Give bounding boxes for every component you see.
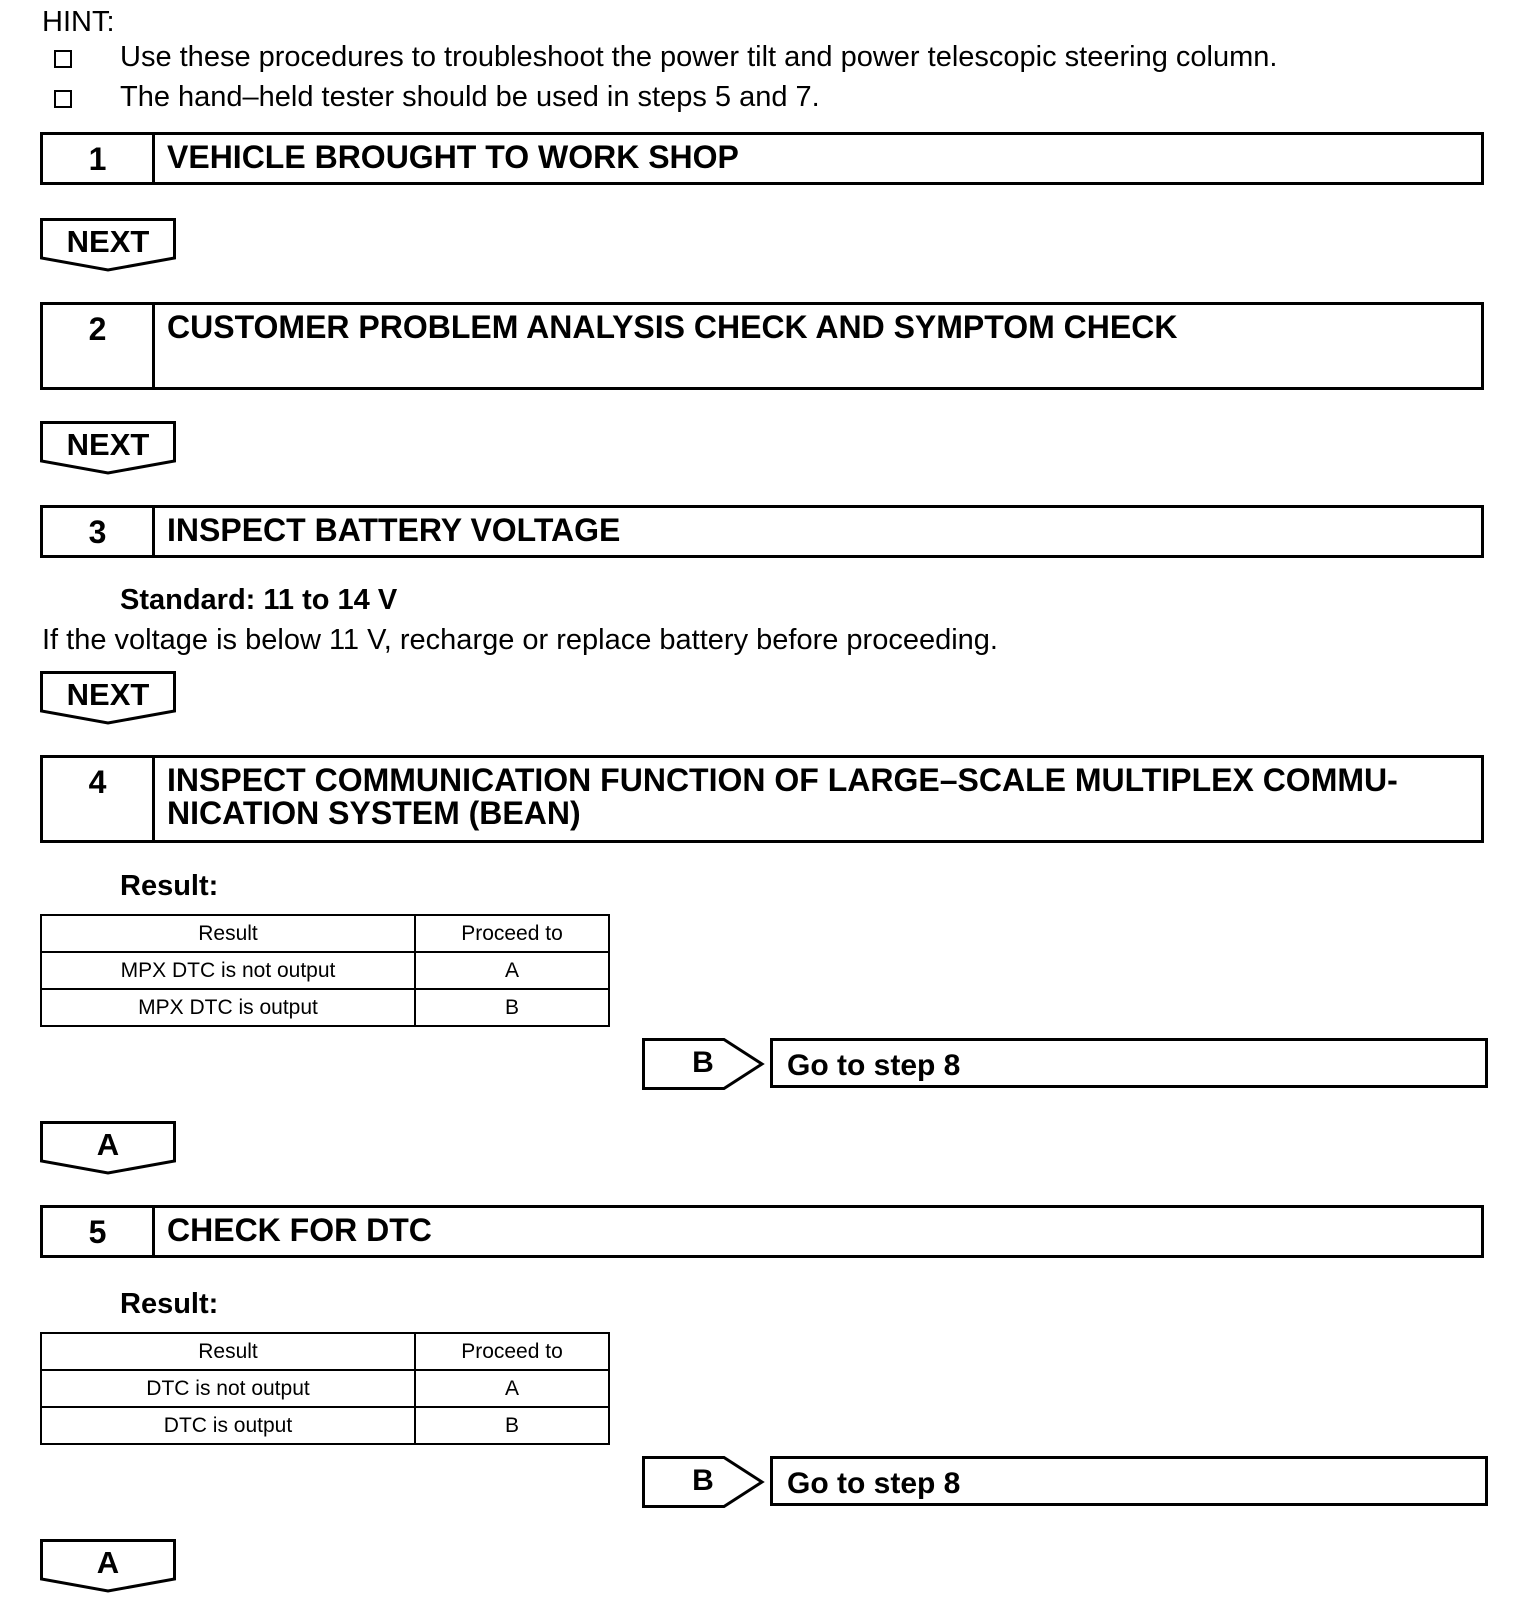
next-label: NEXT xyxy=(66,677,150,712)
hint-item-text: The hand–held tester should be used in steps 5 and 7. xyxy=(120,80,820,113)
branch-b xyxy=(642,1456,1490,1510)
table-cell: DTC is output xyxy=(41,1407,415,1444)
hint-item xyxy=(54,40,1278,73)
table-cell: DTC is not output xyxy=(41,1370,415,1407)
checkbox-square-icon xyxy=(54,90,72,108)
branch-b xyxy=(642,1038,1490,1092)
step-title-line: NICATION SYSTEM (BEAN) xyxy=(167,795,581,831)
goto-step-box: Go to step 8 xyxy=(770,1456,1488,1506)
step-title-line: INSPECT COMMUNICATION FUNCTION OF LARGE–SCALE MULTIPLEX COMMU- xyxy=(167,762,1398,798)
next-arrow xyxy=(40,218,176,272)
a-label: A xyxy=(96,1127,120,1162)
step-title xyxy=(155,758,1481,840)
result-label: Result: xyxy=(120,1288,219,1320)
step-title: VEHICLE BROUGHT TO WORK SHOP xyxy=(167,139,739,175)
step-2-header xyxy=(40,302,1484,390)
table-row xyxy=(41,989,609,1026)
next-arrow xyxy=(40,671,176,725)
table-header: Result xyxy=(41,1333,415,1370)
step-title: CUSTOMER PROBLEM ANALYSIS CHECK AND SYMPTOM CHECK xyxy=(167,309,1178,345)
branch-label: B xyxy=(692,1464,714,1497)
step-3-header xyxy=(40,505,1484,558)
table-cell: MPX DTC is output xyxy=(41,989,415,1026)
table-cell: MPX DTC is not output xyxy=(41,952,415,989)
table-row xyxy=(41,952,609,989)
step-number: 2 xyxy=(43,305,155,387)
step-number: 5 xyxy=(43,1208,155,1255)
step-4-header xyxy=(40,755,1484,843)
a-arrow xyxy=(40,1539,176,1593)
step-5-header xyxy=(40,1205,1484,1258)
a-arrow xyxy=(40,1121,176,1175)
table-row xyxy=(41,1407,609,1444)
step-number: 4 xyxy=(43,758,155,840)
table-header: Result xyxy=(41,915,415,952)
step-title: CHECK FOR DTC xyxy=(167,1212,432,1248)
result-table xyxy=(40,914,610,1027)
table-row xyxy=(41,1370,609,1407)
step-number: 1 xyxy=(43,135,155,182)
next-label: NEXT xyxy=(66,224,150,259)
table-header: Proceed to xyxy=(415,1333,609,1370)
step-1-header xyxy=(40,132,1484,185)
hint-item-text: Use these procedures to troubleshoot the power tilt and power telescopic steering column. xyxy=(120,40,1278,73)
hint-item xyxy=(54,80,820,113)
next-arrow xyxy=(40,421,176,475)
table-cell: A xyxy=(415,952,609,989)
step-title: INSPECT BATTERY VOLTAGE xyxy=(167,512,621,548)
goto-step-box: Go to step 8 xyxy=(770,1038,1488,1088)
table-cell: B xyxy=(415,989,609,1026)
a-label: A xyxy=(96,1545,120,1580)
table-cell: A xyxy=(415,1370,609,1407)
result-table xyxy=(40,1332,610,1445)
table-cell: B xyxy=(415,1407,609,1444)
step-number: 3 xyxy=(43,508,155,555)
voltage-note: If the voltage is below 11 V, recharge or replace battery before proceeding. xyxy=(42,624,998,656)
next-label: NEXT xyxy=(66,427,150,462)
branch-label: B xyxy=(692,1046,714,1079)
hint-title: HINT: xyxy=(42,6,115,38)
table-header-row xyxy=(41,1333,609,1370)
table-header: Proceed to xyxy=(415,915,609,952)
result-label: Result: xyxy=(120,870,219,902)
table-header-row xyxy=(41,915,609,952)
checkbox-square-icon xyxy=(54,50,72,68)
standard-value: Standard: 11 to 14 V xyxy=(120,584,398,616)
